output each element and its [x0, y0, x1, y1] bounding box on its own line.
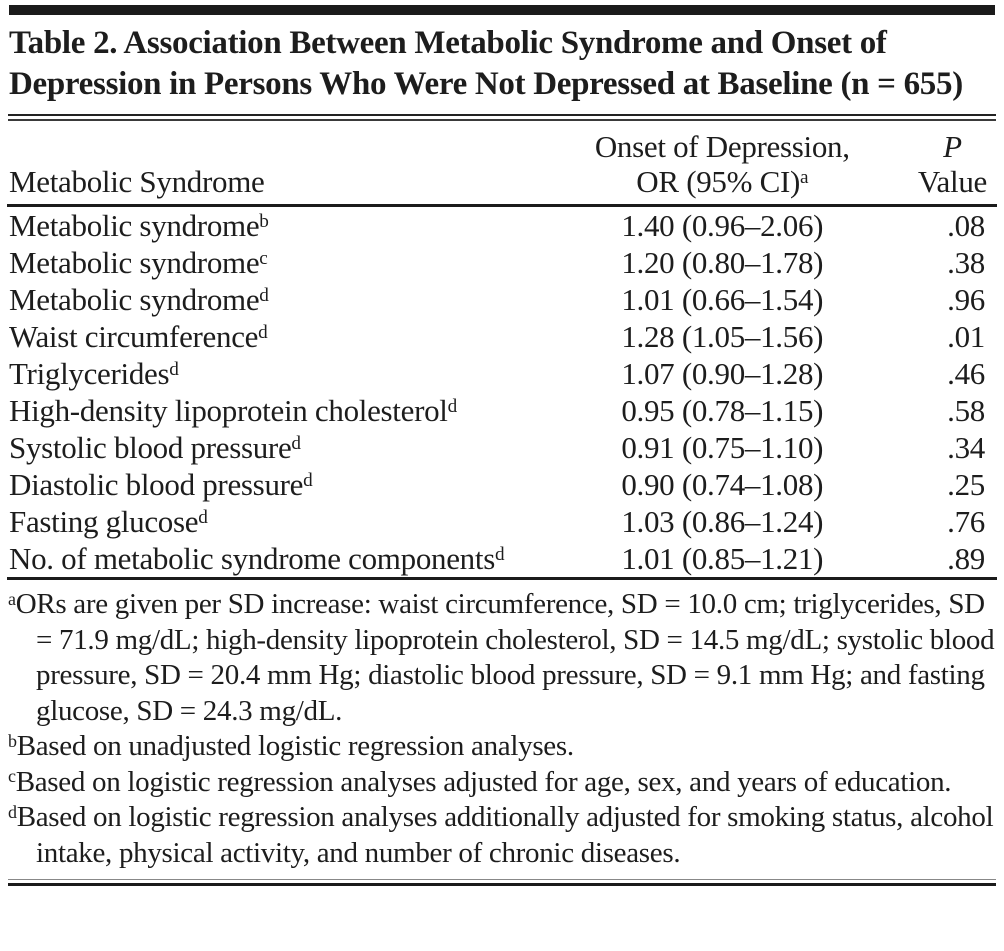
row-label: High-density lipoprotein cholesterol: [9, 392, 448, 428]
footnote-marker: d: [198, 506, 208, 528]
footnote-text: Based on logistic regression analyses additionally adjusted for smoking status, alcohol intake, physical activity, and number of chronic diseases.: [16, 801, 994, 869]
footnote-marker: a: [8, 588, 16, 609]
or-ci-value: 0.91 (0.75–1.10): [621, 429, 824, 465]
row-label: Metabolic syndrome: [9, 244, 260, 280]
footnote-marker: d: [259, 284, 269, 306]
footnotes-section: [7, 580, 997, 877]
footnote-marker: c: [8, 766, 16, 787]
table-row: [7, 392, 997, 429]
p-value: .89: [873, 540, 997, 579]
header-col1-label: Metabolic Syndrome: [9, 164, 265, 199]
footnote-c: [8, 765, 996, 801]
row-label: Metabolic syndrome: [9, 281, 260, 317]
footnote-marker: b: [259, 210, 269, 232]
p-value: .08: [947, 207, 985, 243]
table-row: [7, 466, 997, 503]
p-value: .46: [947, 355, 985, 391]
footnote-text: ORs are given per SD increase: waist circumference, SD = 10.0 cm; triglycerides, SD = 71.9 mg/dL; high-density lipoprotein cholesterol, SD = 14.5 mg/dL; systolic blood pressure, SD = 20.4 mm Hg; diastolic blood pressure, SD = 9.1 mm Hg; and fasting glucose, SD = 24.3 mg/dL.: [15, 588, 995, 727]
footnote-marker: d: [8, 801, 17, 822]
or-ci-value: 0.90 (0.74–1.08): [621, 466, 824, 502]
p-value: .96: [947, 281, 985, 317]
table-title: Table 2. Association Between Metabolic Syndrome and Onset of Depression in Persons Who Were Not Depressed at Baseline (n = 655): [9, 25, 963, 102]
footnote-marker: d: [303, 469, 313, 491]
p-value: .01: [947, 318, 985, 354]
header-col2-footnote-marker: a: [800, 167, 809, 189]
header-col2-line2: OR (95% CI): [636, 164, 801, 199]
or-ci-value: 1.20 (0.80–1.78): [621, 244, 824, 280]
row-label: Systolic blood pressure: [9, 429, 292, 465]
row-label: Waist circumference: [9, 318, 259, 354]
p-value: .34: [947, 429, 985, 465]
row-label: Diastolic blood pressure: [9, 466, 304, 502]
header-col3-line1: P: [943, 129, 962, 164]
footnote-b: [8, 729, 996, 765]
footnote-marker: d: [494, 543, 505, 565]
header-onset-or-ci: [571, 121, 873, 206]
table-row: [7, 503, 997, 540]
results-table: [7, 121, 997, 580]
table-header: [7, 121, 997, 206]
header-p-value: [873, 121, 997, 206]
row-label: Fasting glucose: [9, 503, 199, 539]
table-row: [7, 429, 997, 466]
p-value: .58: [947, 392, 985, 428]
table-row: [7, 281, 997, 318]
footnote-marker: b: [8, 730, 17, 751]
title-divider-rule: [8, 114, 996, 121]
footnote-a: [8, 587, 996, 729]
table-row: [7, 355, 997, 392]
header-metabolic-syndrome: [7, 121, 571, 206]
or-ci-value: 1.28 (1.05–1.56): [621, 318, 824, 354]
p-value: .38: [947, 244, 985, 280]
table-body: [7, 206, 997, 579]
header-col2-line1: Onset of Depression,: [594, 129, 850, 164]
footnote-text: Based on logistic regression analyses adjusted for age, sex, and years of education.: [15, 765, 952, 798]
footnote-marker: d: [258, 321, 268, 343]
header-col3-line2: Value: [917, 164, 987, 199]
header-row: [7, 121, 997, 206]
footnote-marker: c: [259, 247, 268, 269]
footnote-marker: d: [169, 358, 179, 380]
table-row: [7, 244, 997, 281]
footnote-d: [8, 800, 996, 871]
row-label: No. of metabolic syndrome components: [9, 540, 495, 576]
bottom-rule: [8, 879, 996, 886]
top-rule-bar: [9, 5, 995, 15]
p-value: .76: [947, 503, 985, 539]
footnote-text: Based on unadjusted logistic regression analyses.: [16, 730, 574, 762]
or-ci-value: 1.40 (0.96–2.06): [621, 207, 824, 243]
footnote-marker: d: [447, 395, 457, 417]
or-ci-value: 1.01 (0.66–1.54): [621, 281, 824, 317]
table-row: [7, 318, 997, 355]
table-row: [7, 206, 997, 245]
or-ci-value: 0.95 (0.78–1.15): [621, 392, 824, 428]
row-label: Triglycerides: [9, 355, 170, 391]
or-ci-value: 1.03 (0.86–1.24): [621, 503, 824, 539]
or-ci-value: 1.07 (0.90–1.28): [621, 355, 824, 391]
table-row: [7, 540, 997, 579]
row-label: Metabolic syndrome: [9, 207, 260, 243]
or-ci-value: 1.01 (0.85–1.21): [571, 540, 873, 579]
footnote-marker: d: [291, 432, 301, 454]
p-value: .25: [947, 466, 985, 502]
